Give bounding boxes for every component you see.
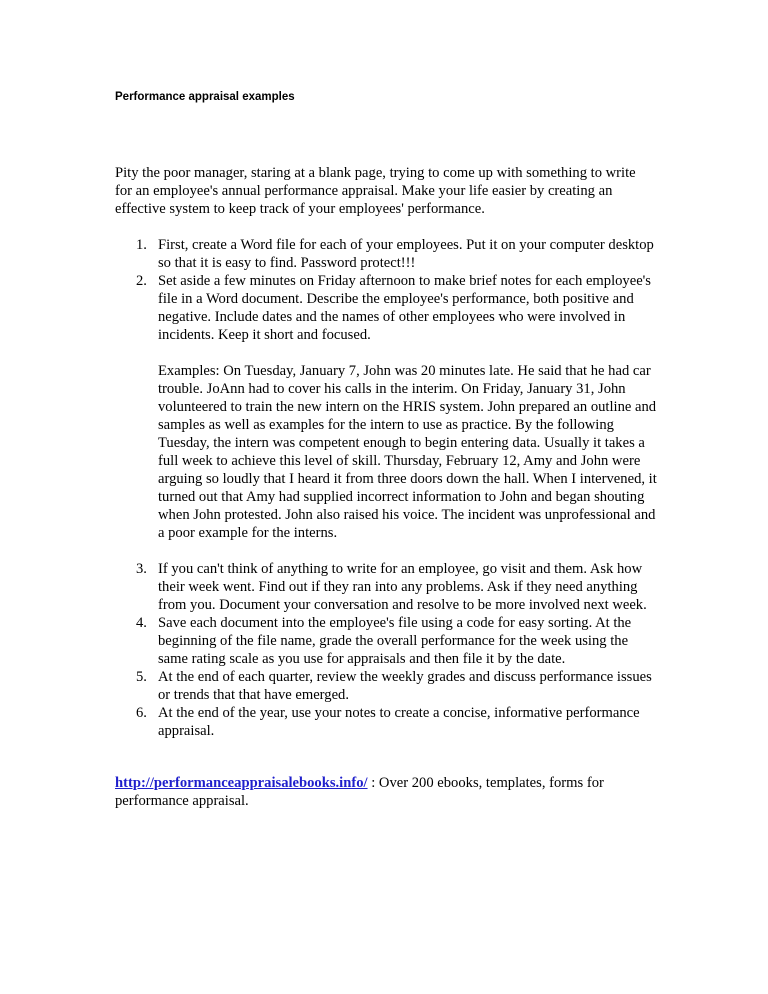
footer-text: : Over 200 ebooks, templates, forms for performance appraisal. [115,775,604,809]
list-item [115,668,660,704]
intro-paragraph: Pity the poor manager, staring at a blank page, trying to come up with something to write for an employee's annual performance appraisal. Make your life easier by creating an effective system to keep track of your employees' performance. [115,165,636,217]
examples-paragraph: Examples: On Tuesday, January 7, John was 20 minutes late. He said that he had car trouble. JoAnn had to cover his calls in the interim. On Friday, January 31, John volunteered to train the new intern on the HRIS system. John prepared an outline and samples as well as examples for the intern to use as practice. By the following Tuesday, the intern was competent enough to begin entering data. Usually it takes a full week to achieve this level of skill. Thursday, February 12, Amy and John were arguing so loudly that I heard it from three doors down the hall. When I intervened, it turned out that Amy had supplied incorrect information to John and began shouting when John protested. John also raised his voice. The incident was unprofessional and a poor example for the interns. [158,363,657,541]
footer-paragraph [115,774,660,810]
document-title: Performance appraisal examples [115,91,295,103]
steps-list [115,236,660,740]
list-item-number: 2. [136,273,147,289]
footer-link[interactable]: http://performanceappraisalebooks.info/ [115,775,368,791]
list-item-text: If you can't think of anything to write for an employee, go visit and them. Ask how their week went. Find out if they ran into any problems. Ask if they need anything from you. Document your conversation and resolve to be more involved next week. [158,561,647,613]
list-item [115,272,660,542]
list-item-text: At the end of each quarter, review the weekly grades and discuss performance issues or trends that that have emerged. [158,669,652,703]
list-item [115,560,660,614]
list-item [115,236,660,272]
list-item-text: First, create a Word file for each of your employees. Put it on your computer desktop so that it is easy to find. Password protect!!! [158,237,654,271]
list-item-number: 3. [136,561,147,577]
list-item [115,704,660,740]
list-item-text: Set aside a few minutes on Friday afternoon to make brief notes for each employee's file in a Word document. Describe the employee's performance, both positive and negative. Include dates and the names of other employees who were involved in incidents. Keep it short and focused. [158,273,651,343]
list-item-text: Save each document into the employee's file using a code for easy sorting. At the beginning of the file name, grade the overall performance for the week using the same rating scale as you use for appraisals and then file it by the date. [158,615,632,667]
list-item [115,614,660,668]
list-item-number: 1. [136,237,147,253]
list-item-number: 6. [136,705,147,721]
list-item-number: 5. [136,669,147,685]
list-item-text: At the end of the year, use your notes to create a concise, informative performance appraisal. [158,705,640,739]
list-item-number: 4. [136,615,147,631]
